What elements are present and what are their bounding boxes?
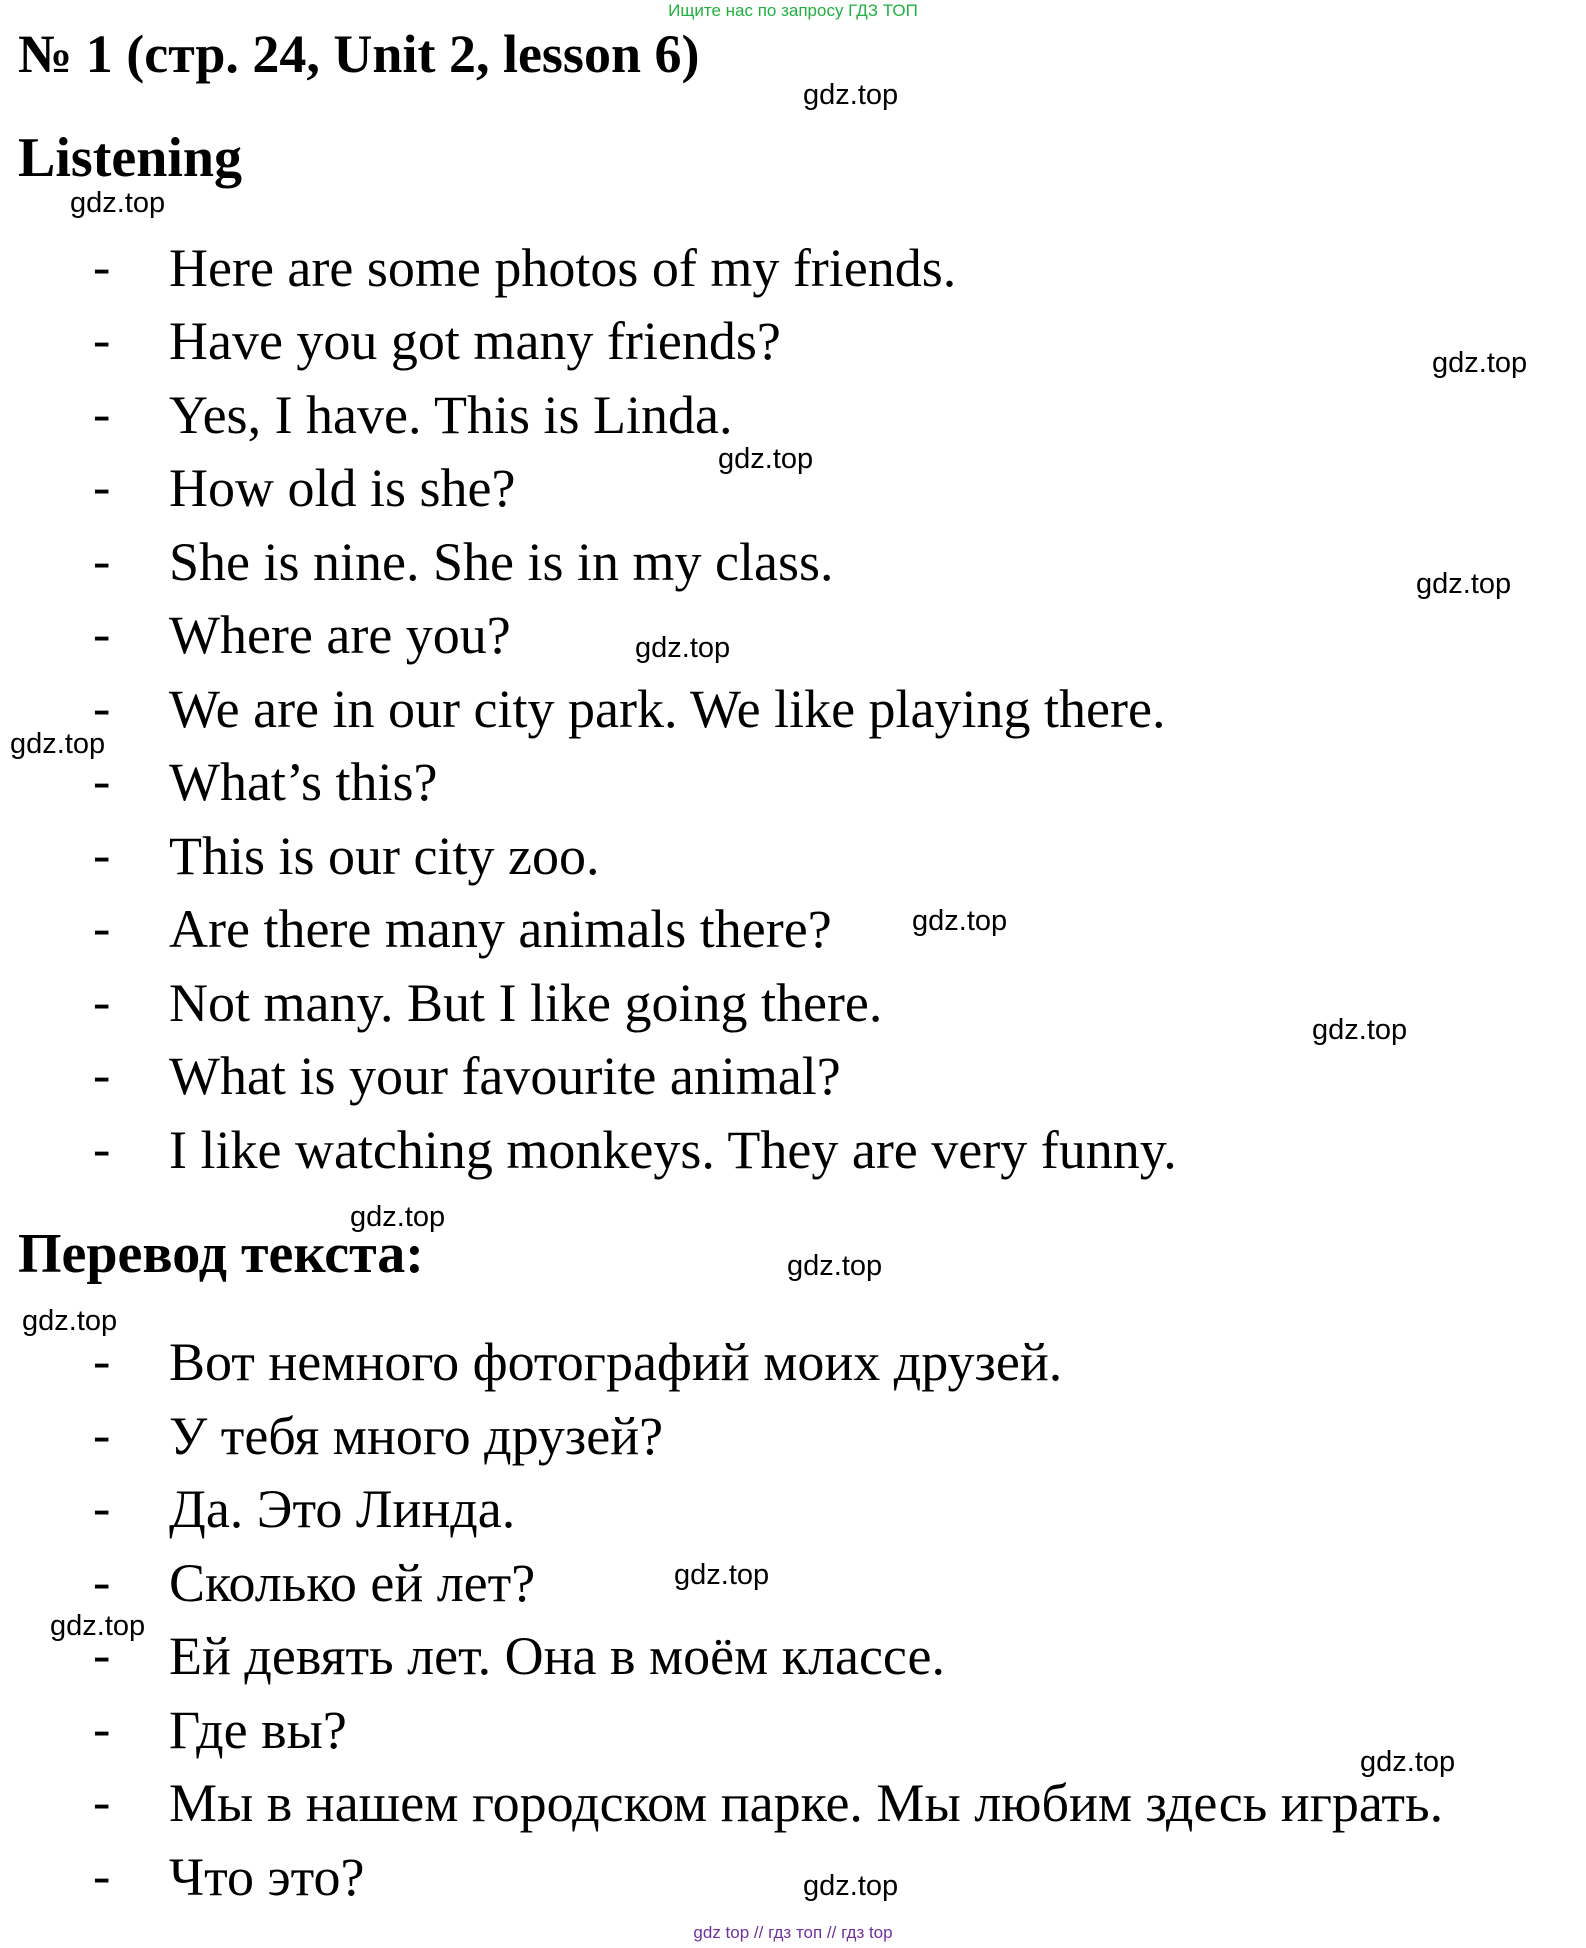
dash-bullet: - xyxy=(93,1407,111,1464)
line-text: Сколько ей лет? xyxy=(169,1553,536,1613)
list-item xyxy=(0,677,1586,749)
watermark: gdz.top xyxy=(22,1305,118,1337)
dash-bullet: - xyxy=(93,1333,111,1390)
dash-bullet: - xyxy=(93,386,111,443)
line-text: Have you got many friends? xyxy=(169,311,781,371)
page-title: № 1 (стр. 24, Unit 2, lesson 6) xyxy=(18,24,700,84)
watermark: gdz.top xyxy=(1312,1014,1408,1046)
list-item xyxy=(0,1330,1586,1402)
watermark: gdz.top xyxy=(718,443,814,475)
dash-bullet: - xyxy=(93,680,111,737)
dash-bullet: - xyxy=(93,900,111,957)
list-item xyxy=(0,1118,1586,1190)
promo-banner: Ищите нас по запросу ГДЗ ТОП xyxy=(668,1,918,20)
line-text: I like watching monkeys. They are very funny. xyxy=(169,1120,1177,1180)
line-text: What’s this? xyxy=(169,752,438,812)
line-text: Что это? xyxy=(169,1847,365,1907)
dash-bullet: - xyxy=(93,1701,111,1758)
line-text: How old is she? xyxy=(169,458,516,518)
line-text: Yes, I have. This is Linda. xyxy=(169,385,733,445)
watermark: gdz.top xyxy=(803,79,899,111)
list-item xyxy=(0,603,1586,675)
line-text: Ей девять лет. Она в моём классе. xyxy=(169,1626,946,1686)
line-text: Here are some photos of my friends. xyxy=(169,238,957,298)
dash-bullet: - xyxy=(93,459,111,516)
dash-bullet: - xyxy=(93,1121,111,1178)
line-text: Мы в нашем городском парке. Мы любим здесь играть. xyxy=(169,1773,1444,1833)
list-item xyxy=(0,309,1586,381)
line-text: Where are you? xyxy=(169,605,511,665)
line-text: What is your favourite animal? xyxy=(169,1046,841,1106)
line-text: Да. Это Линда. xyxy=(169,1479,516,1539)
watermark: gdz.top xyxy=(787,1250,883,1282)
translation-heading: Перевод текста: xyxy=(18,1223,424,1285)
listening-heading: Listening xyxy=(18,127,243,189)
line-text: This is our city zoo. xyxy=(169,826,600,886)
line-text: Are there many animals there? xyxy=(169,899,832,959)
watermark: gdz.top xyxy=(1432,347,1528,379)
watermark: gdz.top xyxy=(350,1201,446,1233)
list-item xyxy=(0,1404,1586,1476)
list-item xyxy=(0,1044,1586,1116)
line-text: Вот немного фотографий моих друзей. xyxy=(169,1332,1063,1392)
list-item xyxy=(0,1624,1586,1696)
footer-links: gdz top // гдз топ // гдз top xyxy=(693,1923,893,1942)
dash-bullet: - xyxy=(93,1848,111,1905)
watermark: gdz.top xyxy=(50,1610,146,1642)
dash-bullet: - xyxy=(93,753,111,810)
dash-bullet: - xyxy=(93,1554,111,1611)
dash-bullet: - xyxy=(93,1047,111,1104)
watermark: gdz.top xyxy=(674,1559,770,1591)
watermark: gdz.top xyxy=(10,728,106,760)
line-text: She is nine. She is in my class. xyxy=(169,532,834,592)
dash-bullet: - xyxy=(93,1480,111,1537)
dash-bullet: - xyxy=(93,1774,111,1831)
dash-bullet: - xyxy=(93,533,111,590)
list-item xyxy=(0,1771,1586,1843)
dash-bullet: - xyxy=(93,827,111,884)
watermark: gdz.top xyxy=(912,905,1008,937)
line-text: We are in our city park. We like playing there. xyxy=(169,679,1166,739)
dash-bullet: - xyxy=(93,606,111,663)
list-item xyxy=(0,750,1586,822)
watermark: gdz.top xyxy=(803,1870,899,1902)
watermark: gdz.top xyxy=(1416,568,1512,600)
list-item xyxy=(0,1551,1586,1623)
line-text: Not many. But I like going there. xyxy=(169,973,883,1033)
dash-bullet: - xyxy=(93,1627,111,1684)
line-text: Где вы? xyxy=(169,1700,347,1760)
watermark: gdz.top xyxy=(635,632,731,664)
watermark: gdz.top xyxy=(70,187,166,219)
watermark: gdz.top xyxy=(1360,1746,1456,1778)
dash-bullet: - xyxy=(93,312,111,369)
list-item xyxy=(0,236,1586,308)
list-item xyxy=(0,897,1586,969)
list-item xyxy=(0,1477,1586,1549)
line-text: У тебя много друзей? xyxy=(169,1406,664,1466)
list-item xyxy=(0,530,1586,602)
list-item xyxy=(0,1845,1586,1917)
list-item xyxy=(0,1698,1586,1770)
list-item xyxy=(0,824,1586,896)
dash-bullet: - xyxy=(93,239,111,296)
dash-bullet: - xyxy=(93,974,111,1031)
